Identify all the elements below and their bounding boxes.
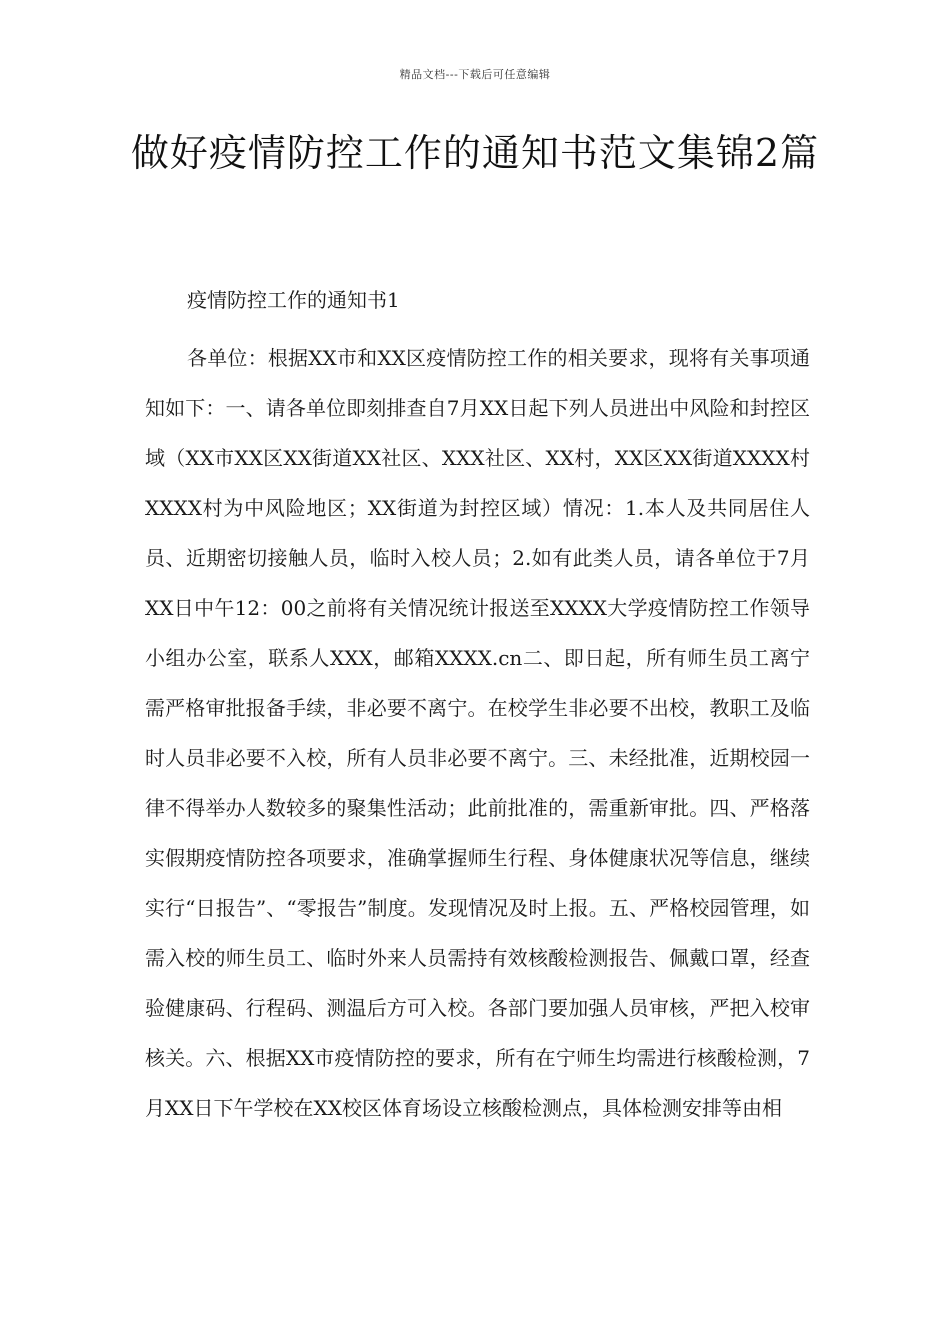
body-paragraph: 各单位：根据XX市和XX区疫情防控工作的相关要求，现将有关事项通知如下：一、请各单位即刻排查自7月XX日起下列人员进出中风险和封控区域（XX市XX区XX街道XX社区、XXX社区、XX村，XX区XX街道XXXX村XXXX村为中风险地区；XX街道为封控区域）情况：1.本人及共同居住人员、近期密切接触人员，临时入校人员；2.如有此类人员，请各单位于7月XX日中午12：00之前将有关情况统计报送至XXXX大学疫情防控工作领导小组办公室，联系人XXX，邮箱XXXX.cn二、即日起，所有师生员工离宁需严格审批报备手续，非必要不离宁。在校学生非必要不出校，教职工及临时人员非必要不入校，所有人员非必要不离宁。三、未经批准，近期校园一律不得举办人数较多的聚集性活动；此前批准的，需重新审批。四、严格落实假期疫情防控各项要求，准确掌握师生行程、身体健康状况等信息，继续实行“日报告”、“零报告”制度。发现情况及时上报。五、严格校园管理，如需入校的师生员工、临时外来人员需持有效核酸检测报告、佩戴口罩，经查验健康码、行程码、测温后方可入校。各部门要加强人员审核，严把入校审核关。六、根据XX市疫情防控的要求，所有在宁师生均需进行核酸检测，7月XX日下午学校在XX校区体育场设立核酸检测点，具体检测安排等由相	[145, 346, 810, 1120]
header-note: 精品文档---下载后可任意编辑	[399, 68, 551, 81]
document-title: 做好疫情防控工作的通知书范文集锦2篇	[130, 131, 820, 175]
section-heading: 疫情防控工作的通知书1	[187, 288, 400, 312]
